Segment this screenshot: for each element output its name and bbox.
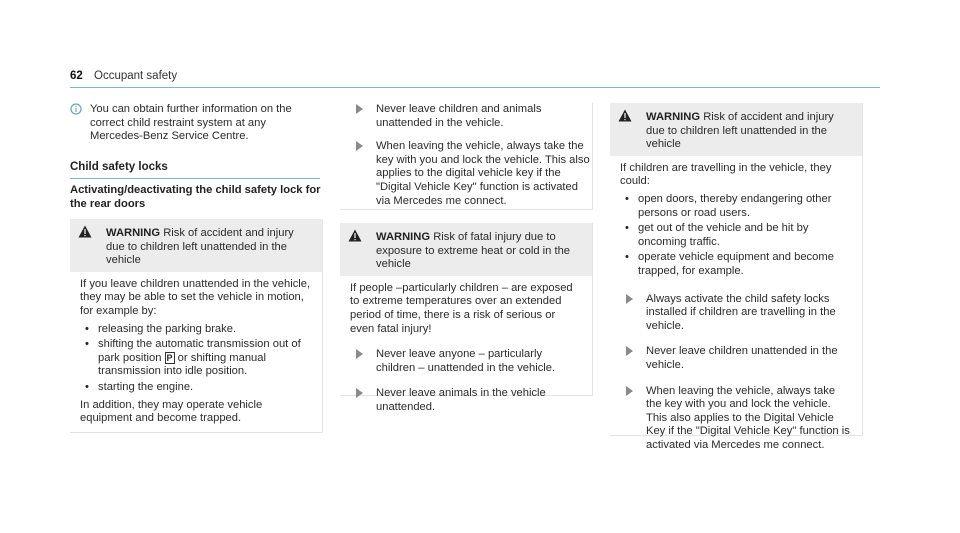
page-header [70,70,177,84]
arrow-icon [356,104,363,114]
warning-headline: Risk of accident and injury due to children left unattended in the vehicle [646,111,834,151]
warning-list [80,323,312,395]
warning-body [340,276,592,423]
warning-body [610,156,862,461]
subsection-title: Activating/deactivating the child safety lock for the rear doors [70,184,321,210]
arrow-icon [356,388,363,398]
info-icon [70,103,82,119]
section-rule [70,178,320,179]
warning-label: WARNING [646,111,701,123]
header-rule [70,87,880,88]
list-item: • shifting the automatic transmission out of park position P or shifting manual transmission into idle position. [80,338,312,379]
warning-label: WARNING [376,231,431,243]
warning-headline: Risk of accident and injury due to children left unattended in the vehicle [106,227,294,267]
arrow-icon [626,346,633,356]
list-item: • starting the engine. [80,381,312,395]
list-item: • open doors, thereby endangering other persons or road users. [620,193,852,220]
info-note [70,103,315,144]
section-name: Occupant safety [94,70,178,82]
warning-outro: In addition, they may operate vehicle equipment and become trapped. [80,398,263,425]
warning-icon [78,225,92,243]
instruction-step: Always activate the child safety locks installed if children are travelling in the vehicle. [610,293,852,334]
warning-intro: If children are travelling in the vehicle, they could: [620,161,832,188]
warning-header [610,103,862,156]
list-item: • get out of the vehicle and be hit by oncoming traffic. [620,222,852,249]
warning-header [340,223,592,276]
page-number: 62 [70,70,83,82]
park-position-icon: P [166,352,173,363]
arrow-icon [356,349,363,359]
arrow-icon [626,386,633,396]
instruction-box [340,103,593,210]
warning-header [70,219,322,272]
instruction-step: Never leave anyone – particularly children – unattended in the vehicle. [340,348,582,375]
arrow-icon [356,141,363,151]
warning-box-unattended [70,219,323,433]
instruction-step: When leaving the vehicle, always take the key with you and lock the vehicle. This also applies to the Digital Vehicle Key if the "Digital Vehicle Key" function is activated via Mercedes me connect. [610,385,852,453]
instruction-step: Never leave children and animals unattended in the vehicle. [340,103,592,130]
warning-text: If people –particularly children – are exposed to extreme temperatures over an extended period of time, there is a risk of serious or even fatal injury! [350,281,573,335]
warning-icon [618,109,632,127]
arrow-icon [626,294,633,304]
info-text: You can obtain further information on the correct child restraint system at any Mercedes-Benz Service Centre. [90,103,292,143]
warning-headline: Risk of fatal injury due to exposure to extreme heat or cold in the vehicle [376,231,571,271]
instruction-step: When leaving the vehicle, always take the key with you and lock the vehicle. This also applies to the digital vehicle key if the "Digital Vehicle Key" function is activated via Mercedes me connect. [340,140,592,208]
list-item: • operate vehicle equipment and become trapped, for example. [620,251,852,278]
warning-box-children-unattended [610,103,863,451]
instruction-step: Never leave animals in the vehicle unattended. [340,387,582,414]
instruction-step: Never leave children unattended in the vehicle. [610,345,852,372]
warning-box-extreme-temperature [340,223,593,413]
warning-label: WARNING [106,227,161,239]
warning-intro: If you leave children unattended in the vehicle, they may be able to set the vehicle in motion, for example by: [80,277,311,317]
warning-list [620,193,852,279]
warning-body [70,272,322,438]
list-item: • releasing the parking brake. [80,323,312,337]
section-title: Child safety locks [70,161,168,173]
warning-icon [348,229,362,247]
